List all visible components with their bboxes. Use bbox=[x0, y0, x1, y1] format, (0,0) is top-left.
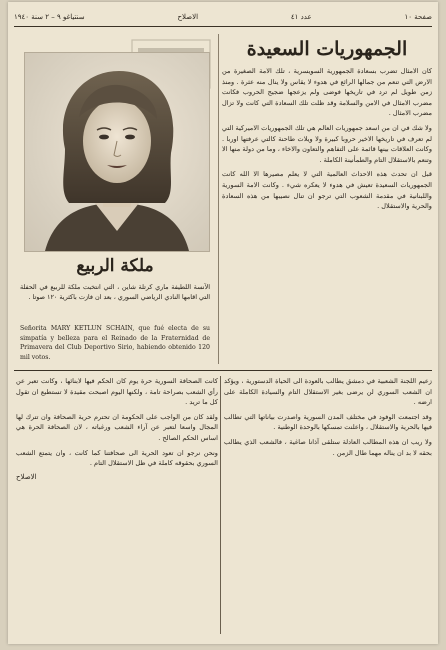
page-header bbox=[14, 10, 432, 24]
portrait-image bbox=[25, 53, 209, 251]
article-column bbox=[222, 34, 432, 366]
photo-caption-arabic: الآنسة اللطيفة ماري كرتلة شاين ، التي انتخبت ملكة للربيع في الحفلة التي اقامها النادي الرياضي السوري ، بعد ان فازت باكثرية ١٢٠ صوتا . bbox=[20, 283, 210, 301]
bottom-paragraph: ولا ريب ان هذه المطالب العادلة ستلقى آذانا صاغية ، فالشعب الذي يطالب بحقه لا بد ان يناله مهما طال الزمن . bbox=[224, 437, 432, 457]
section-rule bbox=[14, 370, 432, 371]
column-divider bbox=[220, 376, 221, 634]
bottom-left-column bbox=[16, 376, 218, 638]
bottom-paragraph: ولقد كان من الواجب على الحكومة ان تحترم حرية الصحافة وان تترك لها المجال واسعا لتعبر عن آراء الشعب ورغباته ، لان الصحافة الحرة هي اساس الحكم الصالح . bbox=[16, 412, 218, 442]
issue-number: عدد ٤١ bbox=[290, 13, 312, 21]
header-rule bbox=[14, 26, 432, 27]
magazine-name: الاصلاح bbox=[177, 13, 199, 21]
bottom-paragraph: ونحن نرجو ان تعود الحرية الى صحافتنا كما كانت ، وان يتمتع الشعب السوري بحقوقه كاملة في ظل الاستقلال التام . bbox=[16, 448, 218, 468]
magazine-page bbox=[8, 2, 438, 644]
photo-caption-title: ملكة الربيع bbox=[76, 256, 154, 276]
portrait-photo bbox=[24, 52, 210, 252]
bottom-paragraph: زعيم اللجنة الشعبية في دمشق يطالب بالعودة الى الحياة الدستورية ، ويؤكد ان الشعب السوري لن يرضى بغير الاستقلال التام والسيادة الكاملة على ارضه . bbox=[224, 377, 432, 407]
bottom-right-column bbox=[224, 376, 432, 638]
issue-date: سنتياغو ٩ – ٢ سنة ١٩٤٠ bbox=[14, 13, 85, 21]
column-divider bbox=[218, 34, 219, 364]
article-signature: الاصلاح bbox=[16, 472, 37, 481]
article-paragraph: كان الامثال تضرب بسعادة الجمهورية السويسرية ، تلك الامة الصغيرة من الارض التي تنعم من جمالها الرائع في هدوء لا يقاس ولا ينال منه عثرة . ومنذ زمن طويل لم ترد في تاريخها فوضى ولم يزعجها ضجيج الحروب فكانت مضرب الامثال في الامن والسلامة وقد ظلت تلك السعادة التي كانت ولا تزال مضرب الامثال . bbox=[222, 67, 432, 118]
bottom-paragraph: كانت الصحافة السورية حرة يوم كان الحكم فيها لابنائها ، وكانت تعبر عن رأي الشعب بصراحة تامة ، ولكنها اليوم اصبحت مقيدة لا تستطيع ان تقول كل ما تريد . bbox=[16, 377, 218, 407]
article-headline: الجمهوريات السعيدة bbox=[246, 38, 408, 60]
article-paragraph: قبل ان تحدث هذه الاحداث العالمية التي لا يعلم مصيرها الا الله كانت الجمهوريات السعيدة تعيش في هدوء لا يعكره شيء . وكانت الامة السورية واللبنانية في مقدمة الشعوب التي ترجو ان تنال نصيبها من هذه السعادة والحرية والاستقلال . bbox=[222, 170, 432, 211]
photo-caption-spanish: Señorita MARY KETLUN SCHAIN, que fué electa de su simpatía y belleza para el Reinado de la Fraternidad de Primavera del Club Deportivo Sirio, habiendo obtenido 120 mil votos. bbox=[20, 325, 210, 361]
photo-feature bbox=[16, 34, 214, 366]
bottom-paragraph: وقد اجتمعت الوفود في مختلف المدن السورية واصدرت بياناتها التي تطالب فيها بالحرية والاستقلال ، واعلنت تمسكها بالوحدة الوطنية . bbox=[224, 412, 432, 432]
page-number: صفحة ١٠ bbox=[404, 13, 432, 21]
article-paragraph: ولا شك في ان من اسعد جمهوريات العالم هي تلك الجمهوريات الاميركية التي لم تعرف في تاريخها الاخير حروبا كبيرة ولا ويلات طاحنة كالتي عرفتها اوربا . وكانت العلاقات بينها قائمة على التفاهم والتعاون والاخاء ، وما من دولة منها الا وتنعم بالاستقلال التام والطمأنينة الكاملة . bbox=[222, 123, 432, 164]
